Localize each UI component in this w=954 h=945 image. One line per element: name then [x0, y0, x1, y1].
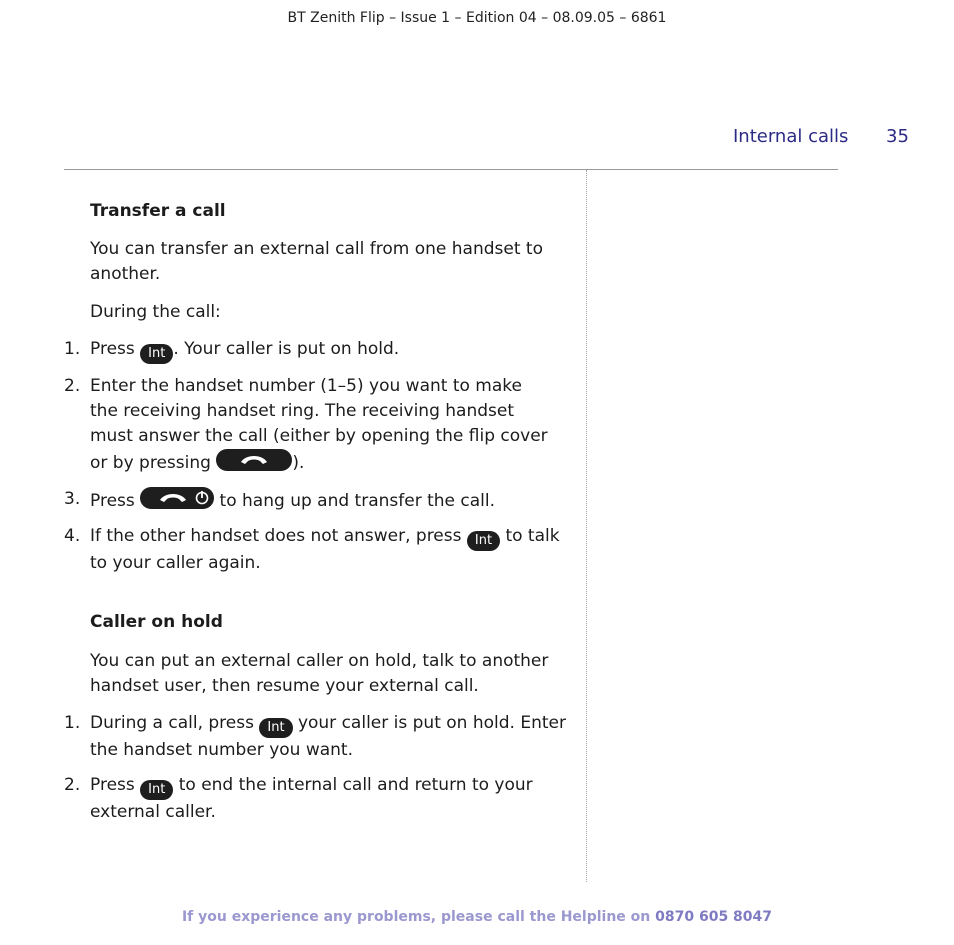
column-divider [586, 170, 587, 882]
transfer-intro: You can transfer an external call from one handset to another. [90, 239, 543, 284]
transfer-during: During the call: [90, 302, 221, 322]
int-key-icon: Int [259, 718, 292, 738]
int-key-icon: Int [140, 344, 173, 364]
transfer-step-2 [90, 374, 550, 476]
hold-step-1-number: 1. [64, 713, 81, 733]
helpline-number: 0870 605 8047 [655, 909, 773, 925]
transfer-step-1-number: 1. [64, 339, 81, 359]
transfer-step-3 [90, 487, 575, 514]
transfer-step-2-number: 2. [64, 376, 81, 396]
transfer-step-4 [90, 524, 575, 576]
step-text-post: to hang up and transfer the call. [214, 491, 496, 511]
step-text-post: to end the internal call and return to your external caller. [90, 775, 533, 822]
page-number: 35 [886, 126, 909, 147]
step-text-post: to talk to your caller again. [90, 526, 560, 573]
hold-intro: You can put an external caller on hold, talk to another handset user, then resume your external call. [90, 651, 549, 696]
helpline-footer [0, 909, 954, 925]
step-text-pre: Press [90, 775, 141, 795]
hold-step-2-number: 2. [64, 775, 81, 795]
step-text-post: your caller is put on hold. Enter the handset number you want. [90, 713, 566, 760]
phone-handset-icon [216, 449, 292, 471]
footer-text: If you experience any problems, please call the Helpline on [181, 909, 656, 925]
transfer-step-3-number: 3. [64, 489, 81, 509]
transfer-step-1 [90, 337, 575, 364]
section-title: Internal calls [733, 126, 849, 147]
int-key-icon: Int [467, 531, 500, 551]
header-divider [64, 169, 838, 170]
step-text-post: . Your caller is put on hold. [173, 339, 400, 359]
step-text-pre: Press [90, 339, 141, 359]
document-id: BT Zenith Flip – Issue 1 – Edition 04 – 08.09.05 – 6861 [287, 10, 667, 26]
step-text-pre: Press [90, 491, 141, 511]
step-text-pre: During a call, press [90, 713, 260, 733]
phone-hangup-power-icon [140, 487, 214, 509]
int-key-icon: Int [140, 780, 173, 800]
transfer-heading: Transfer a call [90, 201, 226, 221]
step-text-pre: If the other handset does not answer, press [90, 526, 467, 546]
step-text-pre: Enter the handset number (1–5) you want to make the receiving handset ring. The receiving handset must answer the call (either by opening the flip cover or by pressing [90, 376, 548, 473]
hold-step-2 [90, 773, 550, 825]
hold-step-1 [90, 711, 575, 763]
hold-heading: Caller on hold [90, 612, 223, 632]
transfer-step-4-number: 4. [64, 526, 81, 546]
step-text-post: ). [292, 453, 305, 473]
